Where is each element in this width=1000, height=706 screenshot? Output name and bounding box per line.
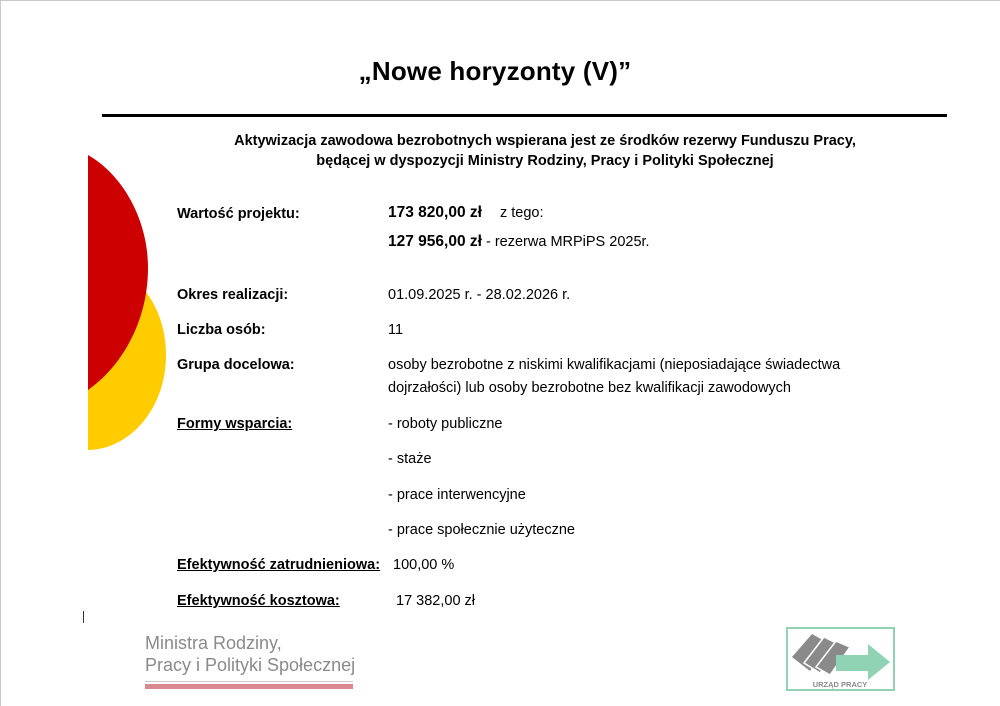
document-title: „Nowe horyzonty (V)” [358,56,632,86]
support-forms-label: Formy wsparcia: [177,416,293,432]
subtitle [180,131,910,171]
project-value-reserve-row [388,231,650,253]
urzad-pracy-label: URZĄD PRACY [812,680,868,689]
project-value-total: 173 820,00 zł [388,204,482,221]
target-group-label: Grupa docelowa: [177,357,295,373]
title-divider [102,114,947,117]
decorative-arcs [88,150,178,460]
support-form-item: - roboty publiczne [388,416,503,432]
people-count-value: 11 [388,322,404,338]
ministry-logo [145,632,355,676]
subtitle-line-2: będącej w dyspozycji Ministry Rodziny, Pracy i Polityki Społecznej [316,153,774,169]
ministry-logo-thin-stripe [145,681,353,682]
period-label: Okres realizacji: [177,287,289,303]
project-value-total-row [388,202,544,224]
target-group-line-2: dojrzałości) lub osoby bezrobotne bez kwalifikacji zawodowych [388,380,791,396]
project-value-label: Wartość projektu: [177,206,300,222]
text-cursor [83,611,84,623]
people-count-label: Liczba osób: [177,322,266,338]
period-value: 01.09.2025 r. - 28.02.2026 r. [388,287,571,303]
target-group-line-1: osoby bezrobotne z niskimi kwalifikacjami (nieposiadające świadectwa [388,357,841,373]
cost-efficiency-value: 17 382,00 zł [396,593,476,609]
project-value-total-suffix: z tego: [499,205,544,221]
project-value-reserve-suffix: - rezerwa MRPiPS 2025r. [485,234,650,250]
project-value-reserve-amount: 127 956,00 zł [388,233,482,250]
subtitle-line-1: Aktywizacja zawodowa bezrobotnych wspierana jest ze środków rezerwy Funduszu Pracy, [234,133,856,149]
urzad-pracy-logo [786,627,895,691]
ministry-logo-line-1: Ministra Rodziny, [145,633,282,653]
ministry-logo-red-stripe [145,684,353,689]
urzad-pracy-logo-graphic [788,629,893,689]
employment-efficiency-label: Efektywność zatrudnieniowa: [177,557,381,573]
cost-efficiency-label: Efektywność kosztowa: [177,593,340,609]
support-form-item: - prace społecznie użyteczne [388,522,575,538]
support-form-item: - staże [388,451,432,467]
support-form-item: - prace interwencyjne [388,487,526,503]
employment-efficiency-value: 100,00 % [393,557,455,573]
ministry-logo-line-2: Pracy i Polityki Społecznej [145,655,356,675]
